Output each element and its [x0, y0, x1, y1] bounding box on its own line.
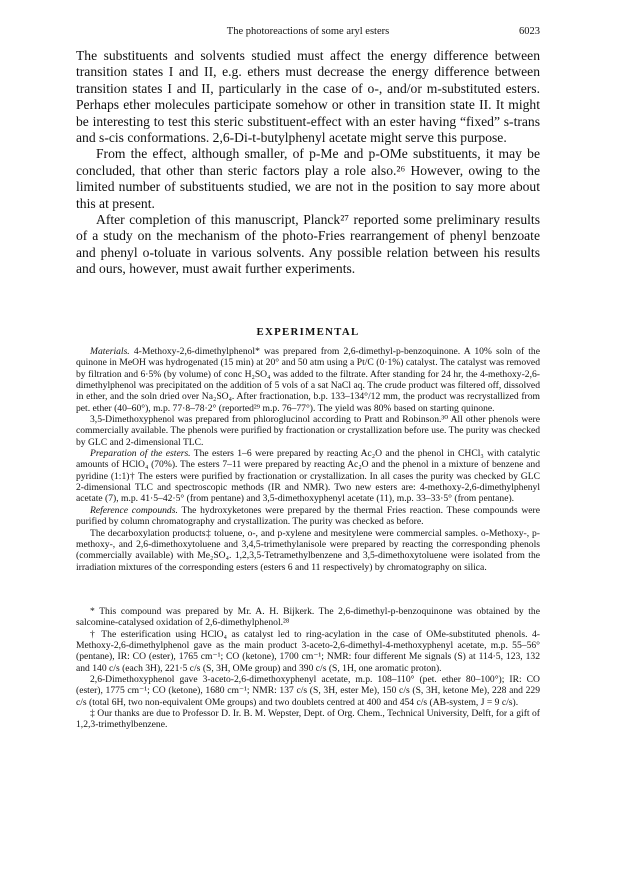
esters-text: The esters 1–6 were prepared by reacting Ac₂O and the phenol in CHCl₃ with catalytic amounts of HClO₄ (70%). The esters 7–11 were prepared by reacting Ac₂O and the phenol in a mixture of benzene and pyridine (1:1)† The esters were purified by fractionation or crystallization. In all cases the purity was checked by GLC 2-dimensional TLC and spectroscopic methods (IR and NMR). Two new esters are: 4-methoxy-2,6-dimethylphenyl acetate (7), m.p. 41·5–42·5° (from pentane) and 3,5-dimethoxyphenyl acetate (11), m.p. 33–33·5° (from pentane).	[76, 448, 540, 505]
decarboxylation-paragraph: The decarboxylation products‡ toluene, o-, and p-xylene and mesitylene were commercial samples. o-Methoxy-, p-methoxy-, and 2,6-dimethoxytoluene and 3,4,5-trimethylanisole were prepared by reacting the corresponding phenols (commercially available) with Me₂SO₄. 1,2,3,5-Tetramethylbenzene and 3,5-dimethoxytoluene were isolated from the irradiation mixtures of the corresponding esters (esters 6 and 11 respectively) by chromatography on silica.	[76, 527, 540, 573]
footnote-dagger-continued: 2,6-Dimethoxyphenol gave 3-aceto-2,6-dimethoxyphenyl acetate, m.p. 108–110° (pet. ether 80–100°); IR: CO (ester), 1775 cm⁻¹; CO (ketone), 1680 cm⁻¹; NMR: 137 c/s (S, 3H, ester Me), 150 c/s (S, 3H, ketone Me), 228 and 229 c/s (total 6H, two non-equivalent OMe groups) and two doublets centred at 400 and 454 c/s (AB-system, J = 9 c/s).	[76, 674, 540, 708]
reference-text: The hydroxyketones were prepared by the thermal Fries reaction. These compounds were purified by column chromatography and crystallization. The purity was checked as before.	[76, 504, 540, 528]
running-title: The photoreactions of some aryl esters	[226, 26, 390, 37]
discussion-text	[76, 48, 540, 278]
page-number: 6023	[519, 26, 540, 37]
running-header	[76, 26, 540, 40]
materials-text: 4-Methoxy-2,6-dimethylphenol* was prepared from 2,6-dimethyl-p-benzoquinone. A 10% soln of the quinone in MeOH was hydrogenated (15 min) at 20° and 50 atm using a Pt/C (0·1%) catalyst. The catalyst was removed by filtration and 6·5% (by volume) of conc H₂SO₄ was added to the filtrate. After standing for 24 hr, the 4-methoxy-2,6-dimethylphenol was precipitated on the addition of 5 vols of a sat NaCl aq. The crude product was filtered off, dissolved in ether, and the soln dried over Na₂SO₄. After fractionation, b.p. 133–134°/12 mm, the product was recrystallized from pet. ether (40–60°), m.p. 77·8–78·2° (reported²⁹ m.p. 76–77°). The yield was 80% based on starting quinone.	[76, 346, 540, 414]
discussion-paragraph-1: The substituents and solvents studied must affect the energy difference between transition states I and II, e.g. ethers must decrease the energy difference between transition states I and II, particularly in the case of o-, and/or m-substituted esters. Perhaps ether molecules participate somehow or other in transition state II. It might be interesting to test this steric substituent-effect with an ester having “fixed” s-trans and s-cis conformations. 2,6-Di-t-butylphenyl acetate might serve this purpose.	[76, 48, 540, 146]
materials-heading: Materials.	[90, 346, 130, 357]
esters-heading: Preparation of the esters.	[90, 448, 191, 460]
dimethoxyphenol-paragraph: 3,5-Dimethoxyphenol was prepared from phloroglucinol according to Pratt and Robinson.³⁰ All other phenols were commercially available. The phenols were purified by fractionation or crystallization before use. The purity was checked by GLC and 2-dimensional TLC.	[76, 414, 540, 448]
footnote-asterisk: * This compound was prepared by Mr. A. H. Bijkerk. The 2,6-dimethyl-p-benzoquinone was obtained by the salcomine-catalysed oxidation of 2,6-dimethylphenol.²⁸	[76, 606, 540, 629]
esters-paragraph	[76, 448, 540, 505]
reference-paragraph	[76, 505, 540, 528]
discussion-paragraph-3: After completion of this manuscript, Planck²⁷ reported some preliminary results of a study on the mechanism of the photo-Fries rearrangement of phenyl benzoate and phenyl o-toluate in various solvents. Any possible relation between his results and ours, however, must await further experiments.	[76, 212, 540, 277]
reference-heading: Reference compounds.	[90, 504, 178, 516]
footnotes	[76, 606, 540, 731]
experimental-section	[76, 346, 540, 573]
section-heading-experimental: EXPERIMENTAL	[256, 326, 360, 338]
materials-paragraph	[76, 346, 540, 414]
footnote-dagger: † The esterification using HClO₄ as catalyst led to ring-acylation in the case of OMe-substituted phenols. 4-Methoxy-2,6-dimethylphenol gave as the main product 3-aceto-2,6-dimethyl-4-methoxyphenyl acetate, m.p. 55–56° (pentane), IR: CO (ester), 1765 cm⁻¹; CO (ketone), 1700 cm⁻¹; NMR: four different Me signals (S) at 114·5, 123, 132 and 140 c/s (each 3H), 221·5 c/s (S, 3H, OMe group) and 390 c/s (S, 1H, one aromatic proton).	[76, 628, 540, 674]
footnote-double-dagger: ‡ Our thanks are due to Professor D. Ir. B. M. Wepster, Dept. of Org. Chem., Technical University, Delft, for a gift of 1,2,3-trimethylbenzene.	[76, 708, 540, 731]
discussion-paragraph-2: From the effect, although smaller, of p-Me and p-OMe substituents, it may be concluded, that other than steric factors play a role also.²⁶ However, owing to the limited number of substituents studied, we are not in the position to say more about this at present.	[76, 146, 540, 211]
